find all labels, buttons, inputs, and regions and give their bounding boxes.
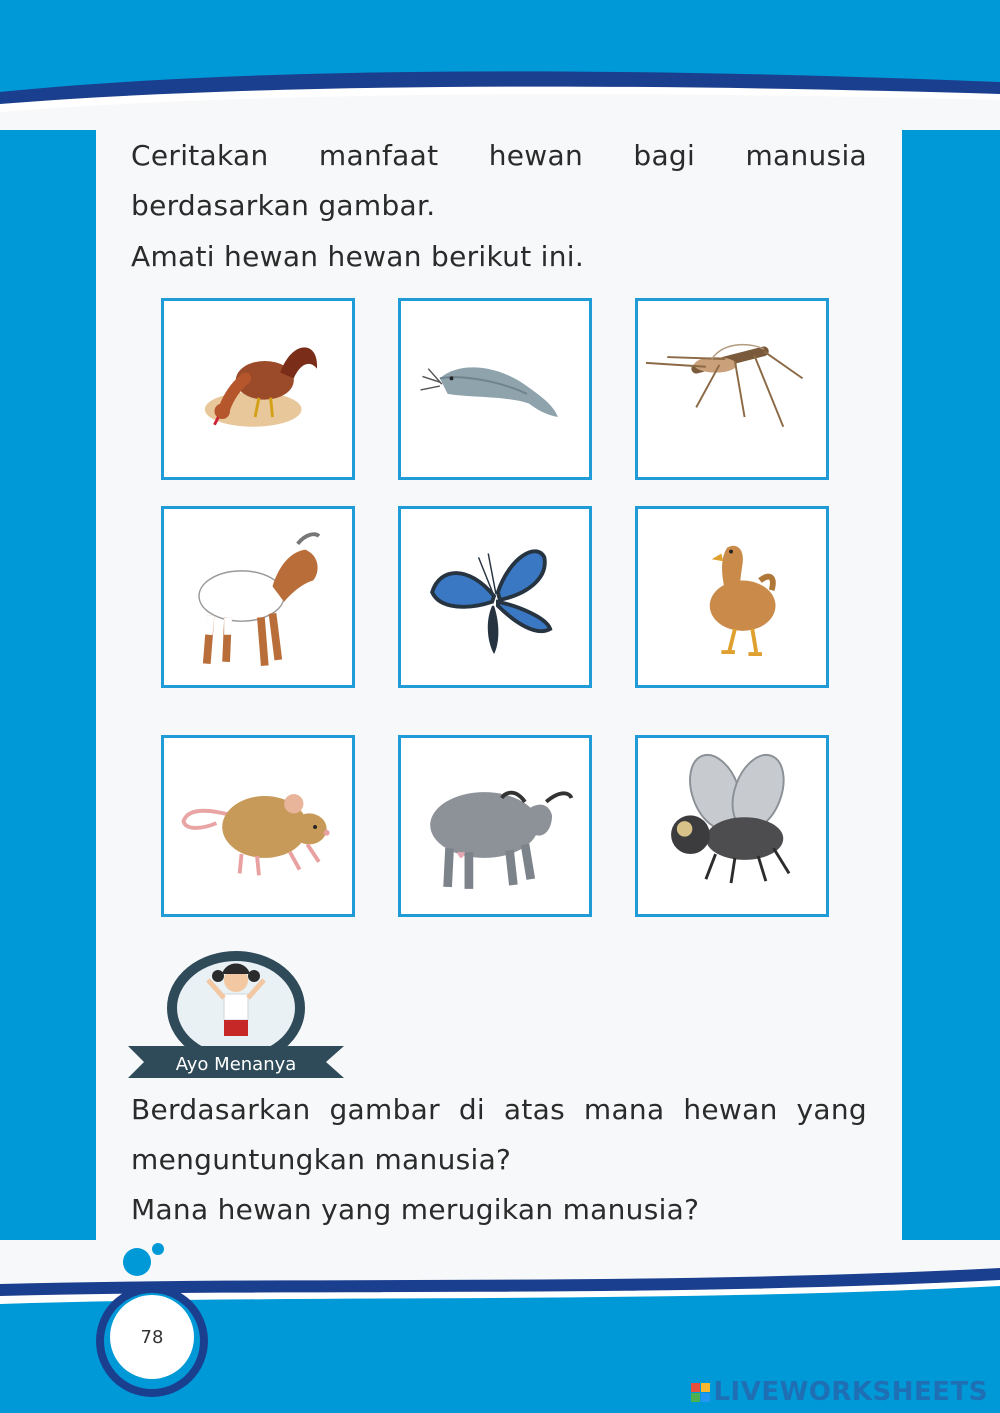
liveworksheets-logo-icon: [691, 1383, 710, 1402]
instruction-paragraph: [131, 131, 867, 231]
animal-card-buffalo: [398, 735, 592, 917]
liveworksheets-brand: [691, 1377, 988, 1407]
instruction-line-2: berdasarkan gambar.: [131, 189, 436, 222]
page-number: 78: [110, 1295, 194, 1379]
badge-label: Ayo Menanya: [175, 1054, 297, 1075]
brand-label: LIVEWORKSHEETS: [713, 1377, 988, 1407]
catfish-icon: [401, 301, 589, 477]
animal-card-butterfly: [398, 506, 592, 688]
instruction-line-1: Ceritakan manfaat hewan bagi manusia: [131, 139, 867, 172]
header-band: [0, 0, 1000, 130]
fly-icon: [638, 738, 826, 914]
buffalo-icon: [401, 738, 589, 914]
chicken-icon: [164, 301, 352, 477]
mosquito-icon: [638, 301, 826, 477]
animal-card-fly: [635, 735, 829, 917]
question-paragraph: [131, 1085, 867, 1185]
animal-card-rat: [161, 735, 355, 917]
animal-card-chicken: [161, 298, 355, 480]
duck-icon: [638, 509, 826, 685]
question-line-2: menguntungkan manusia?: [131, 1143, 512, 1176]
animal-card-mosquito: [635, 298, 829, 480]
goat-icon: [164, 509, 352, 685]
question-line-1: Berdasarkan gambar di atas mana hewan yang: [131, 1093, 867, 1126]
animal-card-duck: [635, 506, 829, 688]
animal-card-goat: [161, 506, 355, 688]
observe-instruction: Amati hewan hewan berikut ini.: [131, 240, 585, 273]
ayo-menanya-badge: [126, 950, 346, 1085]
rat-icon: [164, 738, 352, 914]
animal-card-catfish: [398, 298, 592, 480]
butterfly-icon: [401, 509, 589, 685]
question-harmful: Mana hewan yang merugikan manusia?: [131, 1193, 700, 1226]
